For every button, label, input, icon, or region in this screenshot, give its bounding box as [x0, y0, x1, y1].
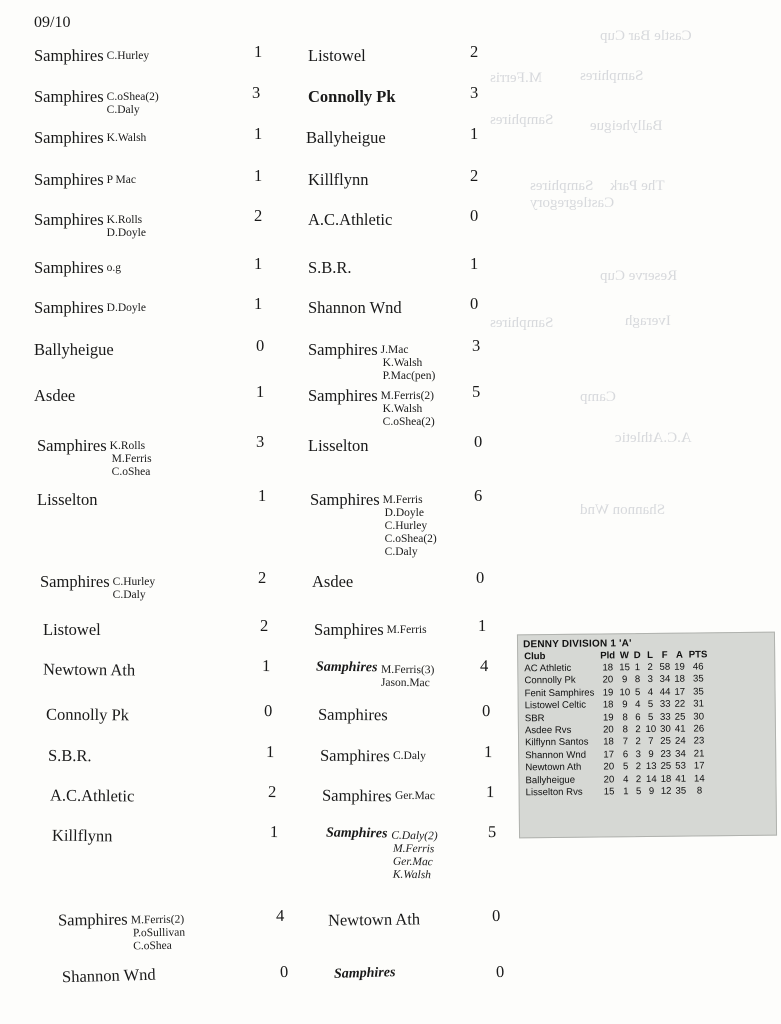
- scorer: Ger.Mac: [394, 789, 435, 803]
- scorer: C.Daly: [392, 749, 426, 763]
- table-cell: 19: [602, 711, 614, 724]
- home-score: 1: [254, 166, 263, 185]
- scorer: C.Daly: [384, 546, 418, 558]
- table-cell: 34: [659, 674, 671, 686]
- table-cell: Listowel Celtic: [524, 699, 587, 712]
- table-cell: 25: [660, 760, 672, 773]
- home-team: Newtown Ath: [42, 659, 136, 680]
- away-score: 2: [470, 42, 479, 61]
- scorer: C.Daly: [106, 104, 140, 116]
- table-cell: 4: [635, 699, 641, 711]
- table-cell: AC Athletic: [524, 662, 572, 675]
- away-team: A.C.Athletic: [308, 210, 393, 229]
- home-team: Samphires: [34, 128, 104, 147]
- table-cell: 10: [645, 723, 657, 736]
- show-through-line: Reserve Cup: [600, 268, 678, 284]
- scorer: K.Walsh: [382, 357, 423, 369]
- scorer: D.Doyle: [106, 227, 146, 239]
- away-score: 5: [472, 382, 481, 401]
- home-team: S.B.R.: [47, 745, 92, 766]
- scorer: M.Ferris(2): [130, 913, 185, 927]
- scorer-list: [381, 390, 435, 429]
- scorer: K.Walsh: [382, 403, 423, 415]
- table-cell: 1: [623, 786, 629, 798]
- table-cell: 1: [634, 662, 641, 674]
- table-header-cell: D: [633, 649, 641, 661]
- table-cell: SBR: [524, 712, 545, 724]
- scorer-list: [107, 91, 159, 117]
- table-cell: 5: [634, 686, 641, 698]
- table-cell: 10: [619, 687, 631, 699]
- table-header-cell: W: [619, 649, 630, 661]
- scorer-list: [381, 344, 436, 383]
- home-team: Connolly Pk: [45, 704, 130, 725]
- away-score: 1: [470, 254, 479, 273]
- table-cell: 2: [647, 662, 653, 674]
- show-through-line: Castlegregory: [530, 195, 615, 211]
- home-score: 2: [258, 568, 267, 587]
- table-cell: 25: [674, 711, 686, 723]
- table-cell: 18: [674, 674, 686, 686]
- home-team: Lisselton: [37, 490, 98, 509]
- table-cell: 3: [647, 674, 654, 686]
- scorer: o.g: [106, 262, 122, 274]
- scorer-list: [387, 624, 427, 637]
- show-through-line: The Park: [610, 178, 665, 194]
- scorer: C.oShea: [133, 939, 172, 953]
- table-cell: 19: [602, 687, 614, 699]
- table-cell: 53: [675, 760, 686, 772]
- away-team: Samphires: [317, 704, 388, 725]
- scorer: M.Ferris: [111, 453, 152, 465]
- table-cell: 12: [660, 785, 672, 797]
- table-cell: 5: [622, 761, 629, 773]
- away-score: 2: [470, 166, 479, 185]
- show-through-line: Samphires: [490, 112, 554, 128]
- home-team: Samphires: [57, 909, 128, 930]
- away-team: Samphires: [325, 825, 388, 842]
- table-cell: 8: [622, 724, 628, 736]
- home-score: 0: [256, 336, 265, 355]
- home-score: 2: [260, 616, 269, 635]
- show-through-line: M.Ferris: [490, 70, 543, 86]
- away-score: 4: [479, 655, 489, 676]
- table-cell: 5: [647, 711, 654, 723]
- scorer: C.oShea(2): [106, 91, 159, 103]
- table-cell: 5: [635, 786, 642, 798]
- table-cell: 41: [674, 723, 686, 735]
- home-score: 2: [267, 781, 277, 802]
- league-table-grid: [522, 648, 711, 799]
- table-cell: 3: [635, 748, 642, 760]
- scorer-list: [131, 914, 186, 954]
- table-cell: 31: [693, 698, 704, 710]
- scorer: K.Walsh: [106, 132, 147, 144]
- table-cell: 17: [674, 686, 686, 698]
- table-header-cell: L: [647, 649, 654, 661]
- home-score: 4: [275, 905, 285, 926]
- table-cell: 35: [693, 686, 704, 698]
- home-team: Samphires: [40, 572, 110, 591]
- show-through-line: Samphires: [580, 68, 644, 84]
- table-cell: 26: [693, 723, 705, 735]
- show-through-text: [470, 0, 781, 1024]
- scorer: C.Hurley: [112, 576, 156, 588]
- table-cell: 30: [693, 711, 705, 723]
- scorer-list: [390, 830, 437, 883]
- show-through-line: Camp: [580, 389, 616, 405]
- table-cell: 6: [622, 749, 629, 761]
- home-team: Samphires: [34, 87, 104, 106]
- table-cell: 17: [603, 749, 615, 761]
- table-cell: Asdee Rvs: [524, 724, 572, 737]
- scorer: C.Daly: [112, 589, 146, 601]
- away-team: S.B.R.: [308, 258, 352, 277]
- home-score: 1: [254, 124, 263, 143]
- table-header-cell: Pld: [600, 650, 616, 662]
- home-score: 1: [265, 741, 275, 762]
- table-cell: 18: [603, 736, 614, 748]
- scorer-list: [107, 174, 136, 187]
- table-cell: Lisselton Rvs: [525, 786, 583, 799]
- season-label: 09/10: [34, 14, 71, 31]
- table-cell: Newtown Ath: [525, 761, 582, 774]
- home-team: Asdee: [34, 386, 76, 405]
- scorer-list: [395, 790, 435, 803]
- scorer: Jason.Mac: [380, 676, 430, 690]
- home-team: Samphires: [34, 170, 104, 189]
- table-cell: Kilflynn Santos: [525, 737, 589, 749]
- scorer-list: [107, 262, 121, 275]
- home-score: 1: [258, 486, 267, 505]
- league-table-title: DENNY DIVISION 1 'A': [522, 638, 632, 651]
- home-team: Killflynn: [51, 825, 113, 846]
- scorer: J.Mac: [380, 344, 409, 356]
- table-cell: 20: [603, 761, 615, 773]
- scorer: P.oSullivan: [132, 926, 186, 940]
- table-cell: 23: [693, 735, 705, 747]
- table-cell: 18: [602, 662, 614, 674]
- table-header-cell: A: [675, 649, 683, 661]
- scorer: C.oShea(2): [382, 416, 435, 428]
- table-cell: 25: [660, 736, 672, 748]
- table-cell: 35: [675, 785, 687, 797]
- away-team: Lisselton: [308, 436, 369, 455]
- show-through-line: Iveragh: [625, 313, 671, 329]
- home-team: Shannon Wnd: [61, 964, 156, 987]
- away-team: Samphires: [314, 620, 384, 639]
- away-team: Samphires: [333, 965, 396, 982]
- scorer-list: [107, 302, 146, 315]
- scorer: K.Rolls: [106, 214, 143, 226]
- scorer: C.Daly(2): [390, 829, 438, 843]
- table-cell: 20: [603, 724, 614, 736]
- home-team: Samphires: [37, 436, 107, 455]
- table-header-cell: F: [661, 649, 668, 661]
- scorer: M.Ferris: [392, 842, 435, 856]
- home-score: 0: [279, 961, 289, 982]
- table-cell: 9: [648, 748, 654, 760]
- table-cell: Connolly Pk: [524, 675, 576, 687]
- table-cell: 8: [696, 785, 703, 797]
- table-cell: 18: [602, 699, 614, 711]
- away-score: 1: [483, 741, 493, 762]
- scorer-list: [393, 750, 426, 763]
- scorer-list: [380, 664, 434, 691]
- show-through-line: Samphires: [490, 315, 554, 331]
- table-cell: 33: [659, 699, 671, 711]
- away-team: Samphires: [308, 386, 378, 405]
- away-score: 1: [470, 124, 479, 143]
- away-team: Listowel: [308, 46, 366, 65]
- away-team: Samphires: [315, 659, 378, 676]
- away-team: Samphires: [308, 340, 378, 359]
- home-score: 1: [261, 655, 271, 676]
- table-cell: 2: [635, 761, 642, 773]
- away-score: 3: [472, 336, 481, 355]
- away-team: Samphires: [321, 785, 392, 806]
- scorer-list: [107, 132, 147, 145]
- scorer: Ger.Mac: [392, 855, 433, 869]
- scorer: C.oShea: [111, 466, 151, 478]
- table-cell: 2: [635, 773, 642, 785]
- table-cell: 8: [634, 674, 641, 686]
- table-cell: 58: [659, 661, 671, 673]
- table-cell: 9: [648, 785, 655, 797]
- show-through-line: Samphires: [530, 178, 594, 194]
- scorer: P Mac: [106, 174, 136, 186]
- table-cell: 7: [648, 736, 654, 748]
- table-cell: 22: [674, 698, 686, 710]
- scorer: M.Ferris(3): [380, 663, 435, 677]
- scorer-list: [107, 50, 149, 63]
- away-score: 1: [485, 781, 495, 802]
- table-cell: 41: [675, 773, 687, 785]
- table-cell: 17: [693, 760, 705, 772]
- scorer: M.Ferris: [386, 624, 427, 636]
- table-cell: 23: [660, 748, 672, 760]
- table-cell: 4: [647, 686, 654, 698]
- table-header-cell: Club: [524, 650, 546, 662]
- home-team: Samphires: [34, 298, 104, 317]
- away-team: Ballyheigue: [306, 128, 386, 147]
- table-header-cell: PTS: [688, 649, 708, 661]
- scorer-list: [110, 440, 152, 479]
- scorer: C.Hurley: [106, 50, 150, 62]
- away-team: Samphires: [310, 490, 380, 509]
- home-score: 1: [254, 42, 263, 61]
- table-cell: 2: [635, 724, 641, 736]
- scorer-list: [113, 576, 155, 602]
- table-cell: 30: [660, 723, 671, 735]
- table-cell: 9: [622, 699, 628, 711]
- away-team: Samphires: [319, 745, 390, 766]
- home-score: 3: [256, 432, 265, 451]
- away-score: 0: [481, 700, 491, 721]
- table-cell: 15: [603, 786, 615, 798]
- table-cell: 8: [622, 711, 628, 723]
- table-cell: 19: [674, 661, 685, 673]
- away-score: 0: [470, 294, 479, 313]
- away-score: 0: [491, 905, 501, 926]
- away-team: Shannon Wnd: [308, 298, 402, 317]
- scorer: D.Doyle: [384, 507, 424, 519]
- away-score: 0: [476, 568, 485, 587]
- table-cell: 24: [674, 736, 686, 748]
- away-team: Newtown Ath: [327, 909, 421, 930]
- scorer-list: [107, 214, 146, 240]
- table-cell: 6: [635, 711, 641, 723]
- table-cell: 46: [692, 661, 704, 673]
- home-team: Samphires: [34, 210, 104, 229]
- league-table-body: [522, 661, 711, 799]
- scorer-list: [383, 494, 437, 559]
- away-score: 0: [495, 961, 505, 982]
- table-cell: 15: [619, 662, 630, 674]
- table-cell: 44: [659, 686, 671, 698]
- table-cell: Shannon Wnd: [525, 749, 587, 762]
- away-score: 5: [487, 821, 497, 842]
- away-team: Killflynn: [308, 170, 369, 189]
- scorer: P.Mac(pen): [382, 370, 436, 382]
- table-cell: Ballyheigue: [525, 774, 576, 786]
- table-cell: 21: [693, 748, 705, 760]
- show-through-line: Castle Bar Cup: [600, 28, 692, 44]
- home-score: 3: [252, 83, 261, 102]
- away-team: Asdee: [312, 572, 354, 591]
- table-cell: 13: [645, 761, 657, 773]
- table-cell: 14: [693, 772, 705, 785]
- home-team: Listowel: [43, 620, 101, 639]
- table-cell: 14: [645, 773, 657, 785]
- table-cell: 7: [622, 736, 629, 748]
- home-team: Samphires: [34, 46, 104, 65]
- show-through-line: A.C.Athletic: [615, 430, 692, 446]
- home-team: Ballyheigue: [34, 340, 114, 359]
- show-through-line: Shannon Wnd: [580, 502, 666, 518]
- away-score: 0: [474, 432, 483, 451]
- table-cell: 34: [675, 748, 686, 760]
- scorer: K.Walsh: [392, 868, 431, 882]
- scorer: K.Rolls: [109, 440, 146, 452]
- scorer: C.oShea(2): [384, 533, 437, 545]
- table-cell: 18: [660, 773, 672, 785]
- home-score: 1: [254, 254, 263, 273]
- away-score: 0: [470, 206, 479, 225]
- away-score: 1: [478, 616, 487, 635]
- home-score: 1: [254, 294, 263, 313]
- table-cell: 20: [603, 773, 615, 786]
- home-team: Samphires: [34, 258, 104, 277]
- away-score: 6: [474, 486, 483, 505]
- table-cell: Fenit Samphires: [524, 687, 595, 700]
- scorer: C.Hurley: [384, 520, 428, 532]
- table-cell: 2: [635, 736, 641, 748]
- away-score: 3: [470, 83, 479, 102]
- table-cell: 35: [692, 673, 704, 685]
- table-cell: 4: [622, 773, 629, 785]
- home-score: 0: [263, 700, 273, 721]
- league-table: [517, 632, 777, 839]
- home-score: 1: [269, 821, 279, 842]
- table-cell: 5: [647, 699, 654, 711]
- away-team: Connolly Pk: [308, 87, 396, 106]
- scorer: M.Ferris: [382, 494, 423, 506]
- home-score: 1: [256, 382, 265, 401]
- scorer: D.Doyle: [106, 302, 146, 314]
- home-score: 2: [254, 206, 263, 225]
- show-through-line: Ballyheigue: [590, 118, 663, 134]
- home-team: A.C.Athletic: [49, 785, 135, 806]
- table-row: [524, 785, 711, 799]
- scorer: M.Ferris(2): [380, 390, 435, 402]
- table-cell: 33: [659, 711, 671, 723]
- table-cell: 20: [602, 674, 614, 686]
- table-cell: 9: [621, 674, 628, 686]
